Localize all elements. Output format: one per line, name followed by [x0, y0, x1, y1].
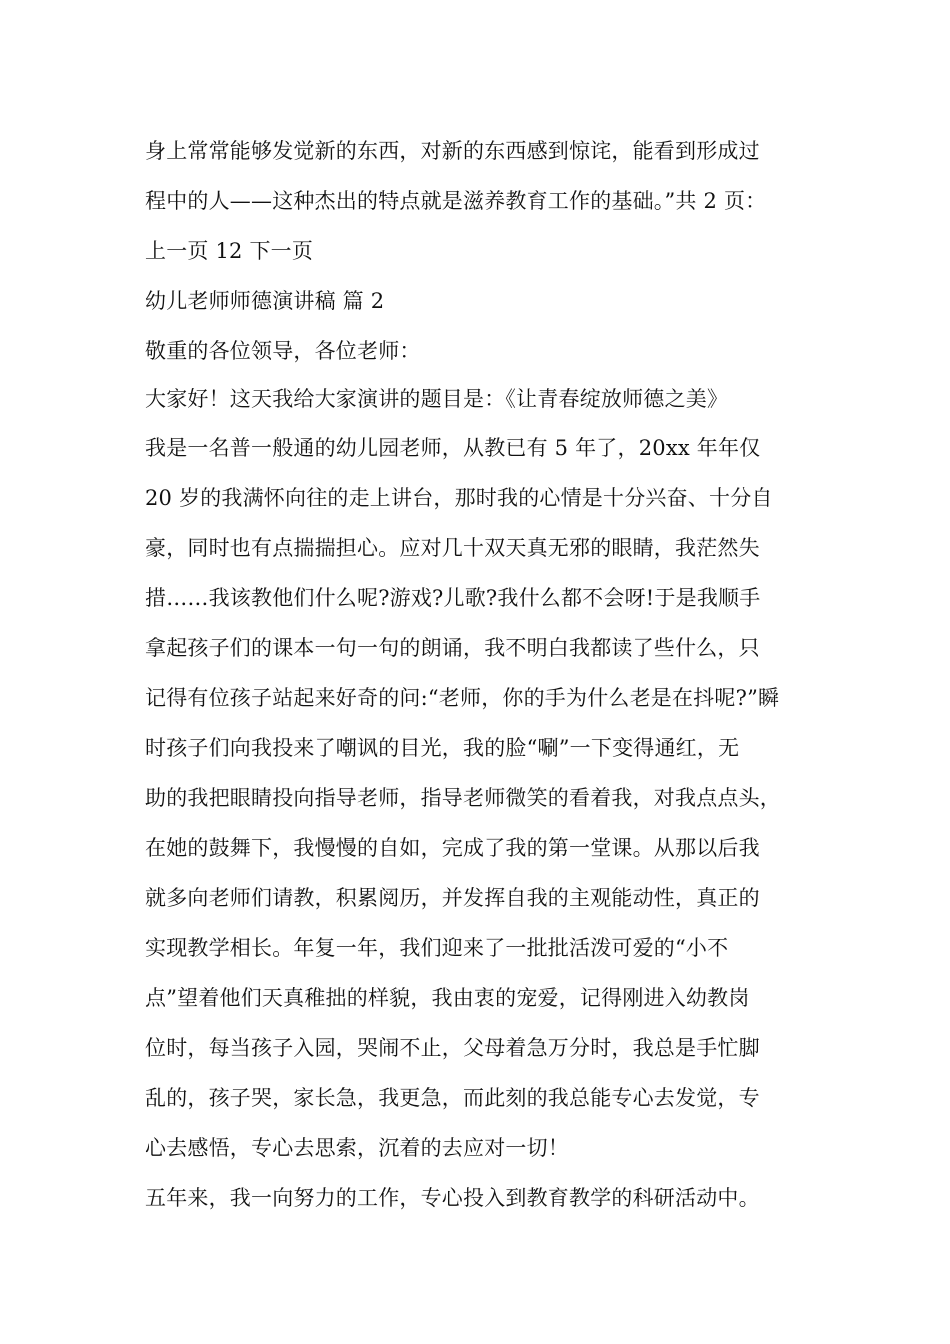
text-line-12: 记得有位孩子站起来好奇的问:“老师，你的手为什么老是在抖呢?”瞬: [145, 686, 780, 710]
text-line-18: 点”望着他们天真稚拙的样貌，我由衷的宠爱，记得刚进入幼教岗: [145, 986, 750, 1010]
text-line-13: 时孩子们向我投来了嘲讽的目光，我的脸“唰”一下变得通红，无: [145, 736, 740, 760]
text-line-16: 就多向老师们请教，积累阅历，并发挥自我的主观能动性，真正的: [145, 886, 760, 910]
greeting-line: 敬重的各位领导，各位老师：: [145, 339, 421, 363]
text-line-21: 心去感悟，专心去思索，沉着的去应对一切！: [145, 1136, 569, 1160]
text-line-19: 位时，每当孩子入园，哭闹不止，父母着急万分时，我总是手忙脚: [145, 1036, 760, 1060]
text-line-14: 助的我把眼睛投向指导老师，指导老师微笑的看着我，对我点点头，: [145, 786, 781, 810]
text-line-10: 措……我该教他们什么呢?游戏?儿歌?我什么都不会呀!于是我顺手: [145, 586, 761, 610]
text-line-2: 程中的人——这种杰出的特点就是滋养教育工作的基础。”共 2 页：: [145, 189, 767, 213]
text-line-20: 乱的，孩子哭，家长急，我更急，而此刻的我总能专心去发觉，专: [145, 1086, 760, 1110]
text-line-15: 在她的鼓舞下，我慢慢的自如，完成了我的第一堂课。从那以后我: [145, 836, 760, 860]
text-line-7: 我是一名普一般通的幼儿园老师，从教已有 5 年了，20xx 年年仅: [145, 436, 761, 460]
text-line-8: 20 岁的我满怀向往的走上讲台，那时我的心情是十分兴奋、十分自: [145, 486, 773, 510]
text-line-17: 实现教学相长。年复一年，我们迎来了一批批活泼可爱的“小不: [145, 936, 729, 960]
text-line-11: 拿起孩子们的课本一句一句的朗诵，我不明白我都读了些什么，只: [145, 636, 760, 660]
text-line-22: 五年来，我一向努力的工作，专心投入到教育教学的科研活动中。: [145, 1186, 760, 1210]
section-heading: 幼儿老师师德演讲稿 篇 2: [145, 289, 385, 313]
text-line-9: 豪，同时也有点揣揣担心。应对几十双天真无邪的眼睛，我茫然失: [145, 536, 760, 560]
intro-line: 大家好！这天我给大家演讲的题目是：《让青春绽放师德之美》: [145, 387, 729, 411]
text-line-1: 身上常常能够发觉新的东西，对新的东西感到惊诧，能看到形成过: [145, 139, 760, 163]
pagination-links[interactable]: 上一页 12 下一页: [145, 239, 314, 263]
